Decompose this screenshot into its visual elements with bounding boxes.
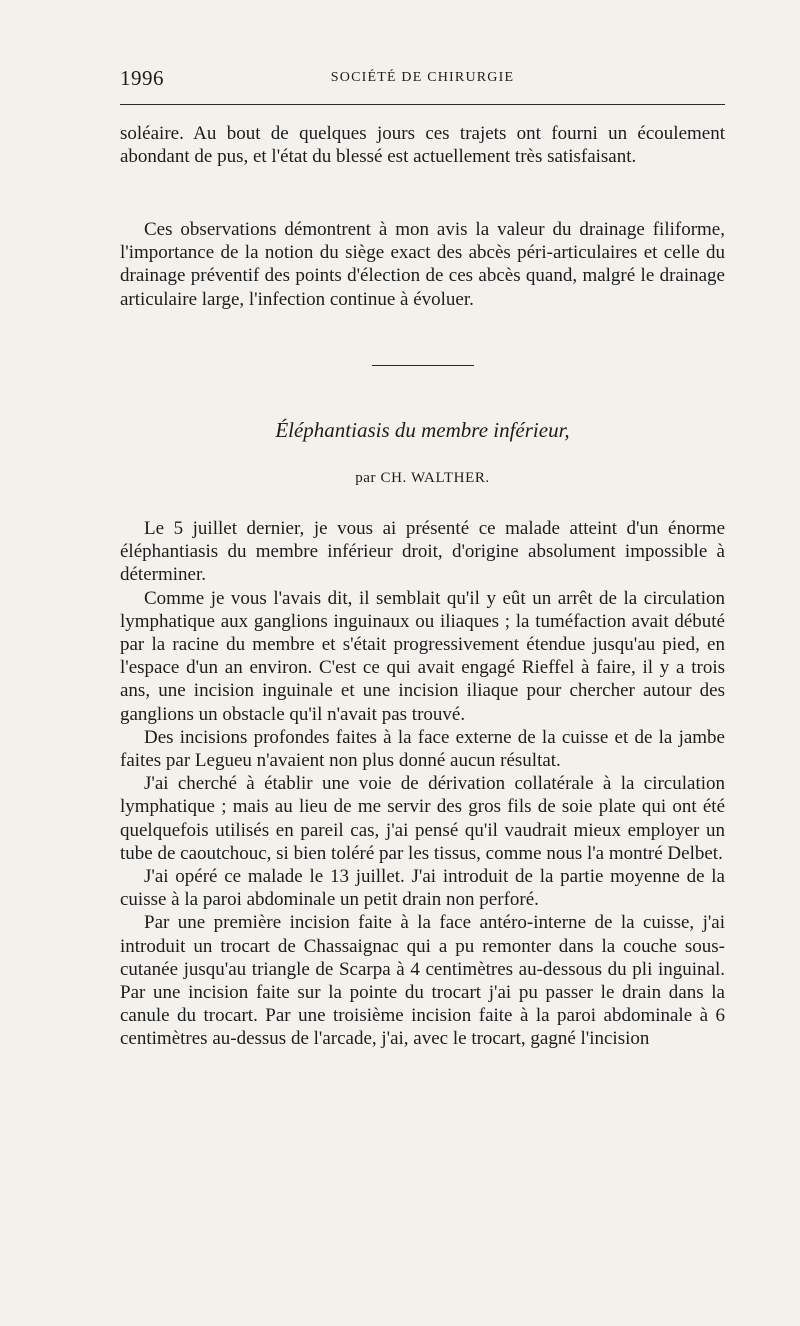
article-paragraph: Comme je vous l'avais dit, il semblait qu'il y eût un arrêt de la circulation lymphatique aux ganglions inguinaux ou iliaques ; la tuméfaction avait débuté par la racine du membre et s'était progressivement étendue jusqu'au pied, en l'espace d'un an environ. C'est ce qui avait engagé Rieffel à faire, il y a trois ans, une incision inguinale et une incision iliaque pour chercher autour des ganglions un obstacle qu'il n'avait pas trouvé. [120,587,725,725]
article-paragraph: J'ai opéré ce malade le 13 juillet. J'ai introduit de la partie moyenne de la cuisse à la paroi abdominale un petit drain non perforé. [120,866,725,911]
article-paragraph: J'ai cherché à établir une voie de dérivation collatérale à la circulation lymphatique ; mais au lieu de me servir des gros fils de soie plate qui ont été quelquefois utilisés en pareil cas, j'ai pensé qu'il vaudrait mieux employer un tube de caoutchouc, si bien toléré par les tissus, comme nous l'a montré Delbet. [120,773,725,864]
observation-paragraph: Ces observations démontrent à mon avis la valeur du drainage filiforme, l'importance de la notion du siège exact des abcès péri-articulaires et celle du drainage préventif des points d'élection de ces abcès quand, malgré le drainage articulaire large, l'infection continue à évoluer. [120,219,725,310]
continuation-block [120,122,725,168]
page-header [120,66,725,90]
running-head: SOCIÉTÉ DE CHIRURGIE [330,70,515,85]
article-paragraph: Le 5 juillet dernier, je vous ai présenté ce malade atteint d'un énorme éléphantiasis du membre inférieur droit, d'origine absolument impossible à déterminer. [120,518,725,586]
article-body [120,517,725,1051]
observation-block [120,218,725,311]
article-paragraph: Des incisions profondes faites à la face externe de la cuisse et de la jambe faites par Legueu n'avaient non plus donné aucun résultat. [120,726,725,772]
article-byline: par CH. WALTHER. [355,470,490,486]
continuation-paragraph: soléaire. Au bout de quelques jours ces trajets ont fourni un écoulement abondant de pus, et l'état du blessé est actuellement très satisfaisant. [120,123,725,168]
page-number: 1996 [120,66,164,90]
article-paragraph: Par une première incision faite à la face antéro-interne de la cuisse, j'ai introduit un trocart de Chassaignac qui a pu remonter dans la couche sous-cutanée jusqu'au triangle de Scarpa à 4 centimètres au-dessous du pli inguinal. Par une incision faite sur la pointe du trocart j'ai pu passer le drain dans la canule du trocart. Par une troisième incision faite à la paroi abdominale à 6 centimètres au-dessus de l'arcade, j'ai, avec le trocart, gagné l'incision [120,912,725,1050]
article-title: Éléphantiasis du membre inférieur, [275,418,570,442]
header-rule [120,104,725,105]
section-separator [372,365,474,366]
